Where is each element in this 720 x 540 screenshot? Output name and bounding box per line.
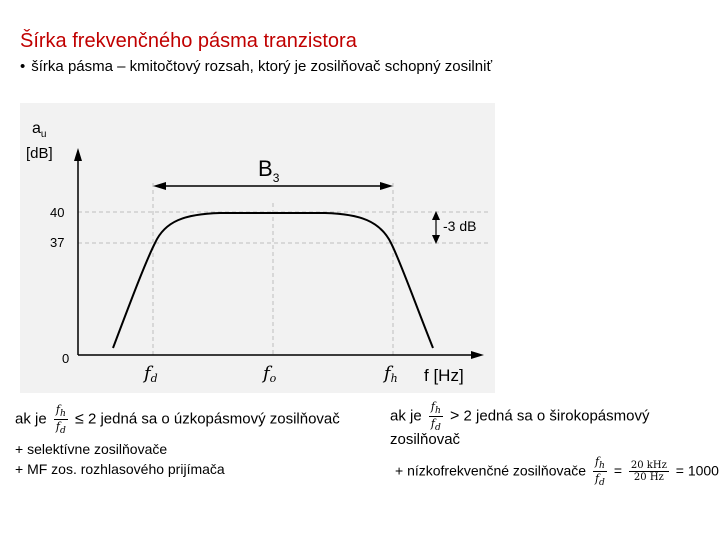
narrow-operator: ≤ bbox=[75, 410, 84, 428]
wide-item-label: + nízkofrekvenčné zosilňovače bbox=[395, 462, 587, 479]
wide-eq-result: = 1000 bbox=[675, 462, 719, 479]
wide-eq-value-fraction: $\frac{\text{20 kHz}}{20 Hz}$ bbox=[630, 460, 667, 484]
y-axis-unit: [dB] bbox=[26, 145, 53, 162]
narrow-item-2: + MF zos. rozhlasového prijímača bbox=[15, 461, 225, 477]
y-tick-37: 37 bbox=[50, 235, 65, 250]
wide-ratio-fraction: $\frac{f_h}{f_d}$ bbox=[430, 400, 441, 434]
drop-label: -3 dB bbox=[443, 218, 477, 234]
y-axis-label: $a_u$ bbox=[32, 120, 47, 140]
narrow-suffix: 2 jedná sa o úzkopásmový zosilňovač bbox=[87, 410, 340, 428]
y-tick-0: 0 bbox=[62, 351, 70, 366]
wide-suffix-line1: 2 jedná sa o širokopásmový bbox=[463, 407, 650, 425]
frequency-response-diagram bbox=[20, 103, 495, 393]
x-axis-label: f [Hz] bbox=[424, 366, 464, 385]
narrowband-condition bbox=[15, 403, 340, 436]
x-tick-fh: fh bbox=[384, 363, 398, 385]
y-tick-40: 40 bbox=[50, 205, 65, 220]
diagram-background bbox=[20, 103, 495, 393]
bullet-dot: • bbox=[20, 58, 26, 75]
wideband-condition bbox=[390, 400, 649, 433]
x-tick-fd: fd bbox=[144, 363, 158, 385]
wide-prefix: ak je bbox=[390, 407, 422, 425]
definition-bullet bbox=[20, 58, 492, 75]
wide-item bbox=[395, 455, 719, 488]
narrow-prefix: ak je bbox=[15, 410, 47, 428]
wide-operator: > bbox=[450, 407, 460, 425]
narrow-item-1: + selektívne zosilňovače bbox=[15, 441, 168, 457]
x-tick-fo: fo bbox=[263, 363, 277, 385]
bandwidth-label: $B_3$ bbox=[258, 156, 280, 185]
bullet-text: šírka pásma – kmitočtový rozsah, ktorý je zosilňovač schopný zosilniť bbox=[31, 58, 493, 75]
narrow-ratio-fraction: $\frac{f_h}{f_d}$ bbox=[55, 403, 66, 437]
page-title: Šírka frekvenčného pásma tranzistora bbox=[20, 30, 357, 52]
wide-eq-fraction: $\frac{f_h}{f_d}$ bbox=[594, 455, 605, 489]
wide-suffix-line2: zosilňovač bbox=[390, 431, 461, 448]
wide-eq-sign: = bbox=[613, 462, 623, 479]
